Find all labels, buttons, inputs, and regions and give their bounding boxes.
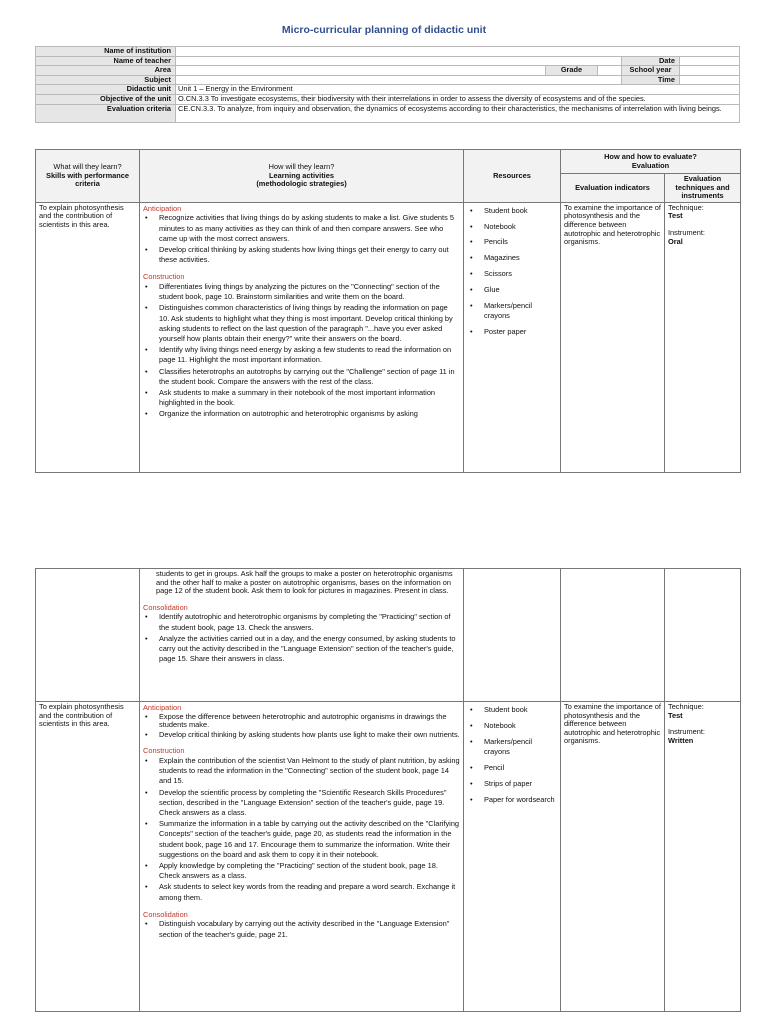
planning-table-page2 — [35, 568, 741, 1012]
list-item: • Paper for wordsearch — [467, 795, 557, 806]
col-techniques-header: Evaluation techniques and instruments — [665, 174, 741, 203]
school-year-label: School year — [622, 66, 680, 76]
subject-label: Subject — [36, 75, 176, 85]
subject-row — [36, 75, 740, 85]
list-item: • Ask students to make a summary in their notebook of the most important information highlighted in the book. — [143, 388, 460, 408]
row2-anticipation-list — [143, 713, 460, 740]
list-item: • Student book — [467, 206, 557, 217]
row1-construction-list — [143, 282, 460, 420]
area-value[interactable] — [176, 66, 546, 76]
continuation-skill — [36, 569, 140, 702]
row1-technique — [665, 202, 741, 472]
row1-anticipation-list — [143, 213, 460, 265]
row2-resources-list — [467, 705, 557, 806]
row1-resources-list — [467, 206, 557, 338]
col-eval-sub: Evaluation — [631, 160, 670, 170]
row1-instrument-label: Instrument: — [668, 227, 705, 237]
list-item: • Markers/pencil crayons — [467, 737, 557, 759]
row1-activities — [140, 202, 464, 472]
row2-skill: To explain photosynthesis and the contribution of scientists in this area. — [36, 702, 140, 1012]
list-item: • Recognize activities that living things do by asking students to make a list. Give students 5 minutes to as many activities as they can think of and then compare answers. See who came up with the most correct answers. — [143, 213, 460, 244]
row2-instrument-value: Written — [668, 735, 694, 745]
objective-value: O.CN.3.3 To investigate ecosystems, their biodiversity with their interrelations in order to assess the diversity of ecosystems and of the species. — [176, 94, 740, 104]
subject-value[interactable] — [176, 75, 622, 85]
list-item: • Explain the contribution of the scientist Van Helmont to the study of plant nutrition, by asking students to read the information in the "Connecting" section of the student book, page 14 and 15. — [143, 756, 460, 787]
col-how-header — [140, 150, 464, 203]
objective-row — [36, 94, 740, 104]
unit-value: Unit 1 – Energy in the Environment — [176, 85, 740, 95]
row1-construction-label: Construction — [143, 272, 185, 282]
time-value[interactable] — [680, 75, 740, 85]
continuation-text: students to get in groups. Ask half the groups to make a poster on heterotrophic organisms and the other half to make a poster on autotrophic organisms, bases on the information on page 12 of the student book. Ask them to look for pictures in magazines. Present in class. — [156, 569, 453, 596]
col-how-bold-1: Learning activities — [269, 170, 334, 180]
list-item: • Differentiates living things by analyzing the pictures on the "Connecting" section of the student book, page 10. Brainstorm similarities and write them on the board. — [143, 282, 460, 302]
list-item: • Magazines — [467, 253, 557, 264]
teacher-row — [36, 56, 740, 66]
row2-activities — [140, 702, 464, 1012]
consolidation-list — [143, 612, 460, 664]
row1-technique-value: Test — [668, 211, 683, 221]
list-item: • Classifies heterotrophs an autotrophs by carrying out the "Challenge" section of page 11 in the student book. Compare the answers with the rest of the class. — [143, 367, 460, 387]
grade-label: Grade — [546, 66, 598, 76]
list-item: • Organize the information on autotrophic and heterotrophic organisms by asking — [143, 409, 460, 419]
list-item: • Identify autotrophic and heterotrophic organisms by completing the "Practicing" section of the student book, page 13. Check the answers. — [143, 612, 460, 632]
row2-instrument-label: Instrument: — [668, 727, 705, 737]
area-label: Area — [36, 66, 176, 76]
col-what-bold: Skills with performance criteria — [46, 170, 129, 189]
list-item: • Student book — [467, 705, 557, 716]
institution-row — [36, 47, 740, 57]
row1-indicator: To examine the importance of photosynthesis and the difference between autotrophic and heterotrophic organisms. — [561, 202, 665, 472]
col-indicators-header: Evaluation indicators — [561, 174, 665, 203]
area-row — [36, 66, 740, 76]
objective-label: Objective of the unit — [36, 94, 176, 104]
planning-row-1 — [36, 202, 741, 472]
list-item: • Pencil — [467, 763, 557, 774]
school-year-value[interactable] — [680, 66, 740, 76]
document-title: Micro-curricular planning of didactic unit — [281, 24, 487, 36]
row2-technique-value: Test — [668, 710, 683, 720]
list-item: • Notebook — [467, 222, 557, 233]
continuation-indicator — [561, 569, 665, 702]
list-item: • Poster paper — [467, 327, 557, 338]
date-value[interactable] — [680, 56, 740, 66]
col-resources-header: Resources — [464, 150, 561, 203]
continuation-activities — [140, 569, 464, 702]
criteria-label: Evaluation criteria — [36, 104, 176, 122]
continuation-technique — [665, 569, 741, 702]
planning-table-page1 — [35, 149, 741, 473]
col-what-question: What will they learn? — [53, 162, 122, 171]
list-item: • Markers/pencil crayons — [467, 301, 557, 323]
continuation-resources — [464, 569, 561, 702]
col-how-question: How will they learn? — [268, 162, 335, 171]
list-item: • Expose the difference between heterotrophic and autotrophic organisms in drawings the students make. — [143, 713, 460, 730]
col-eval-question: How and how to evaluate? — [604, 151, 697, 161]
col-what-header — [36, 150, 140, 203]
row2-technique — [665, 702, 741, 1012]
grade-value[interactable] — [598, 66, 622, 76]
list-item: • Distinguishes common characteristics of living things by reading the information on page 10. Ask students to highlight what they thing is most important. Develop critical thinking by asking students to reflect on the last question of the paragraph "...have you ever asked yourself how plants obtain their energy?" write their answers on the board. — [143, 303, 460, 344]
row1-technique-label: Technique: — [668, 202, 704, 212]
list-item: • Analyze the activities carried out in a day, and the energy consumed, by asking students to carry out the activity described in the "Language Extension" section of the teacher's guide, page 15. Share their answers in class. — [143, 634, 460, 665]
row2-technique-label: Technique: — [668, 702, 704, 711]
list-item: • Develop critical thinking by asking students how living things get their energy to carry out these activities. — [143, 245, 460, 265]
list-item: • Identify why living things need energy by asking a few students to read the information on page 11. Highlight the most important information. — [143, 345, 460, 365]
row1-resources — [464, 202, 561, 472]
criteria-row — [36, 104, 740, 122]
list-item: • Scissors — [467, 269, 557, 280]
planning-row-2 — [36, 702, 741, 1012]
row2-consolidation-list — [143, 919, 460, 939]
list-item: • Apply knowledge by completing the "Practicing" section of the student book, page 18. Check answers as a class. — [143, 861, 460, 881]
list-item: • Notebook — [467, 721, 557, 732]
column-header-row — [36, 150, 741, 174]
date-label: Date — [622, 56, 680, 66]
row1-instrument-value: Oral — [668, 236, 683, 246]
row2-anticipation-label: Anticipation — [143, 703, 182, 712]
list-item: • Ask students to select key words from the reading and prepare a word search. Exchange it among them. — [143, 882, 460, 902]
header-info-table — [35, 46, 740, 123]
criteria-value: CE.CN.3.3. To analyze, from inquiry and observation, the dynamics of ecosystems according to their characteristics, the mechanisms of interrelation with living beings. — [176, 104, 740, 122]
row2-resources — [464, 702, 561, 1012]
unit-row — [36, 85, 740, 95]
institution-value[interactable] — [176, 47, 740, 57]
unit-label: Didactic unit — [36, 85, 176, 95]
institution-label: Name of institution — [36, 47, 176, 57]
row1-skill: To explain photosynthesis and the contribution of scientists in this area. — [36, 202, 140, 472]
row1-anticipation-label: Anticipation — [143, 203, 182, 213]
list-item: • Glue — [467, 285, 557, 296]
teacher-label: Name of teacher — [36, 56, 176, 66]
row2-consolidation-label: Consolidation — [143, 909, 188, 919]
list-item: • Distinguish vocabulary by carrying out the activity described in the "Language Extension" section of the teacher's guide, page 21. — [143, 919, 460, 939]
list-item: • Develop critical thinking by asking students how plants use light to make their own nutrients. — [143, 731, 460, 740]
consolidation-label: Consolidation — [143, 602, 188, 612]
time-label: Time — [622, 75, 680, 85]
row2-indicator: To examine the importance of photosynthesis and the difference between autotrophic and heterotrophic organisms. — [561, 702, 665, 1012]
col-how-bold-2: (methodologic strategies) — [256, 179, 347, 189]
list-item: • Summarize the information in a table by carrying out the activity described on the "Clarifying Concepts" section of the teacher's guide, page 20, as students read the information in the student book, page 16 and 17. Encourage them to summarize the information. Write their suggestions on the board and ask them to copy it in their notebook. — [143, 819, 460, 860]
row2-construction-list — [143, 756, 460, 903]
continuation-row — [36, 569, 741, 702]
list-item: • Pencils — [467, 237, 557, 248]
teacher-value[interactable] — [176, 56, 622, 66]
list-item: • Strips of paper — [467, 779, 557, 790]
list-item: • Develop the scientific process by completing the "Scientific Research Skills Procedures" section, described in the "Language Extension" section of the teacher's guide, page 19. Check answers as a class. — [143, 788, 460, 819]
row2-construction-label: Construction — [143, 746, 185, 756]
col-evaluation-header — [561, 150, 741, 174]
